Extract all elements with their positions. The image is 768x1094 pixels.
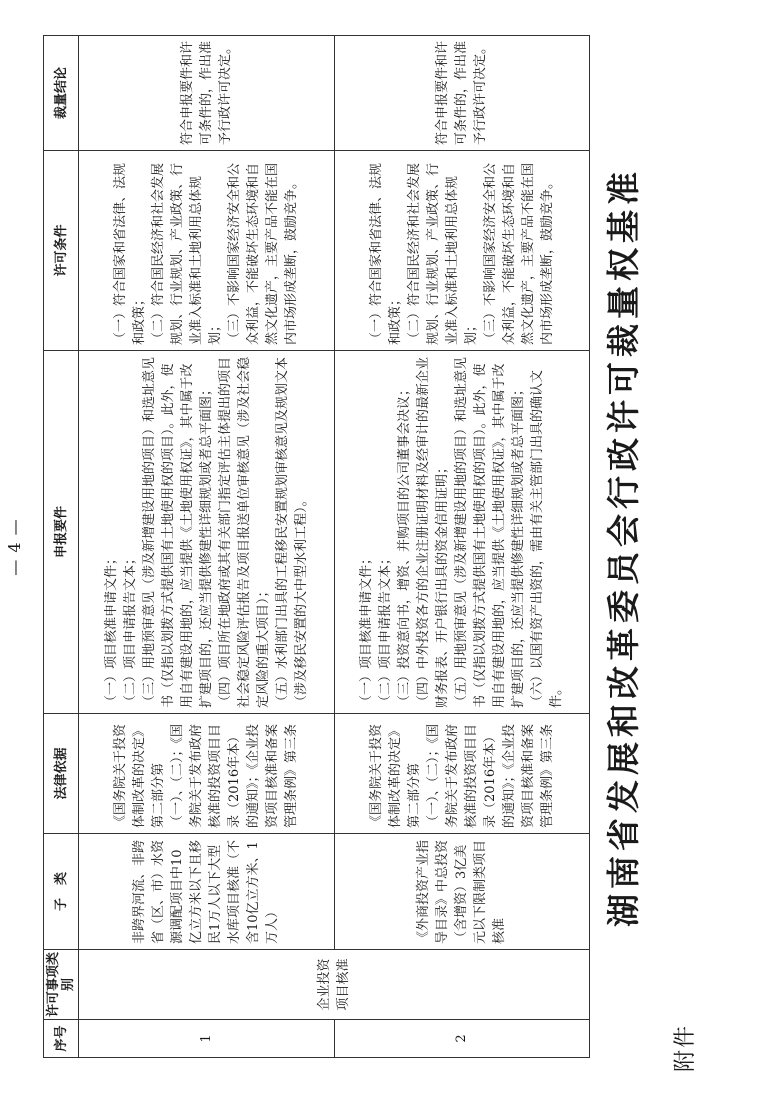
header-conditions: 许可条件 [44, 151, 79, 351]
row-subcategory: 非跨界河流、非跨省（区、市）水资源调配项目中10亿立方米以下且移民1万人以下大型水库项目核准（不含10亿立方米、1万人） [79, 834, 335, 950]
requirement-item: （二）项目申请报告文本； [378, 551, 394, 708]
category-cell: 企业投资项目核准 [79, 950, 590, 1020]
condition-item: （一）符合国家和省法律、法规和政策； [368, 162, 403, 345]
row-conditions [334, 151, 590, 351]
header-legal-basis: 法律依据 [44, 714, 79, 834]
requirement-item: （一）项目核准申请文件； [103, 551, 119, 708]
attachment-label: 附件 [673, 1023, 698, 1072]
row-conclusion: 符合申报要件和许可条件的，作出准予行政许可决定。 [334, 36, 590, 151]
table-row [79, 36, 335, 1058]
row-seq: 2 [334, 1020, 590, 1058]
requirement-item: （四）中外投资各方的企业注册证明材料及经审计的最新企业财务报表、开户银行出具的资金信用证明； [416, 356, 451, 708]
header-row [44, 36, 79, 1058]
row-requirements [334, 351, 590, 714]
condition-item: （一）符合国家和省法律、法规和政策； [113, 162, 148, 345]
row-conclusion: 符合申报要件和许可条件的，作出准予行政许可决定。 [79, 36, 335, 151]
condition-item: （三）不影响国家经济安全和公众利益，不能破坏生态环境和自然文化遗产，主要产品不能在国内市场形成垄断，鼓励竞争。 [482, 162, 555, 345]
header-requirements: 申报要件 [44, 351, 79, 714]
requirement-item: （一）项目核准申请文件； [359, 551, 375, 708]
header-category: 许可事项类别 [44, 950, 79, 1020]
row-requirements [79, 351, 335, 714]
requirement-item: （三）投资意向书，增资、并购项目的公司董事会决议； [397, 382, 413, 708]
header-seq: 序号 [44, 1020, 79, 1058]
document-title: 湖南省发展和改革委员会行政许可裁量权基准 [604, 167, 643, 927]
requirement-item: （三）用地预审意见（涉及新增建设用地的项目）和选址意见书（仅指以划拨方式提供国有土地使用权的项目）。此外，使用自有建设用地的，应当提供《土地使用权证》，其中属于改扩建项目的，还应当提供修建性详细规划或者总平面图； [141, 356, 214, 708]
row-conditions [79, 151, 335, 351]
page-number: — 4 — [5, 518, 24, 576]
permit-table [43, 35, 590, 1058]
requirement-item: （五）用地预审意见（涉及新增建设用地的项目）和选址意见书（仅指以划拨方式提供国有土地使用权的项目）。此外，使用自有建设用地的，应当提供《土地使用权证》，其中属于改扩建项目的，还应当提供修建性详细规划或者总平面图； [454, 356, 527, 708]
condition-item: （三）不影响国家经济安全和公众利益，不能破坏生态环境和自然文化遗产，主要产品不能在国内市场形成垄断，鼓励竞争。 [227, 162, 300, 345]
requirement-item: （六）以国有资产出资的，需由有关主管部门出具的确认文件。 [530, 369, 565, 708]
condition-item: （二）符合国民经济和社会发展规划、行业规划、产业政策、行业准入标准和土地利用总体规划； [406, 162, 479, 345]
row-subcategory: 《外商投资产业指导目录》中总投资（含增资）3亿美元以下限制类项目核准 [334, 834, 590, 950]
requirement-item: （四）项目所在地政府或其有关部门指定评估主体提出的项目社会稳定风险评估报告及项目报送单位审核意见（涉及社会稳定风险的重大项目）； [217, 356, 271, 708]
row-seq: 1 [79, 1020, 335, 1058]
requirement-item: （二）项目申请报告文本； [122, 551, 138, 708]
requirement-item: （五）水利部门出具的工程移民安置规划审核意见及规划文本（涉及移民安置的大中型水利工程）。 [274, 356, 309, 708]
condition-item: （二）符合国民经济和社会发展规划、行业规划、产业政策、行业准入标准和土地利用总体规划； [151, 162, 224, 345]
row-legal-basis: 《国务院关于投资体制改革的决定》第二部分第（一）、（二）；《国务院关于发布政府核准的投资项目目录（2016年本）的通知》；《企业投资项目核准和备案管理条例》第三条 [79, 714, 335, 834]
header-subcategory: 子 类 [44, 834, 79, 950]
table-row [334, 36, 590, 1058]
row-legal-basis: 《国务院关于投资体制改革的决定》第二部分第（一）、（二）；《国务院关于发布政府核准的投资项目目录（2016年本）的通知》；《企业投资项目核准和备案管理条例》第三条 [334, 714, 590, 834]
header-conclusion: 裁量结论 [44, 36, 79, 151]
